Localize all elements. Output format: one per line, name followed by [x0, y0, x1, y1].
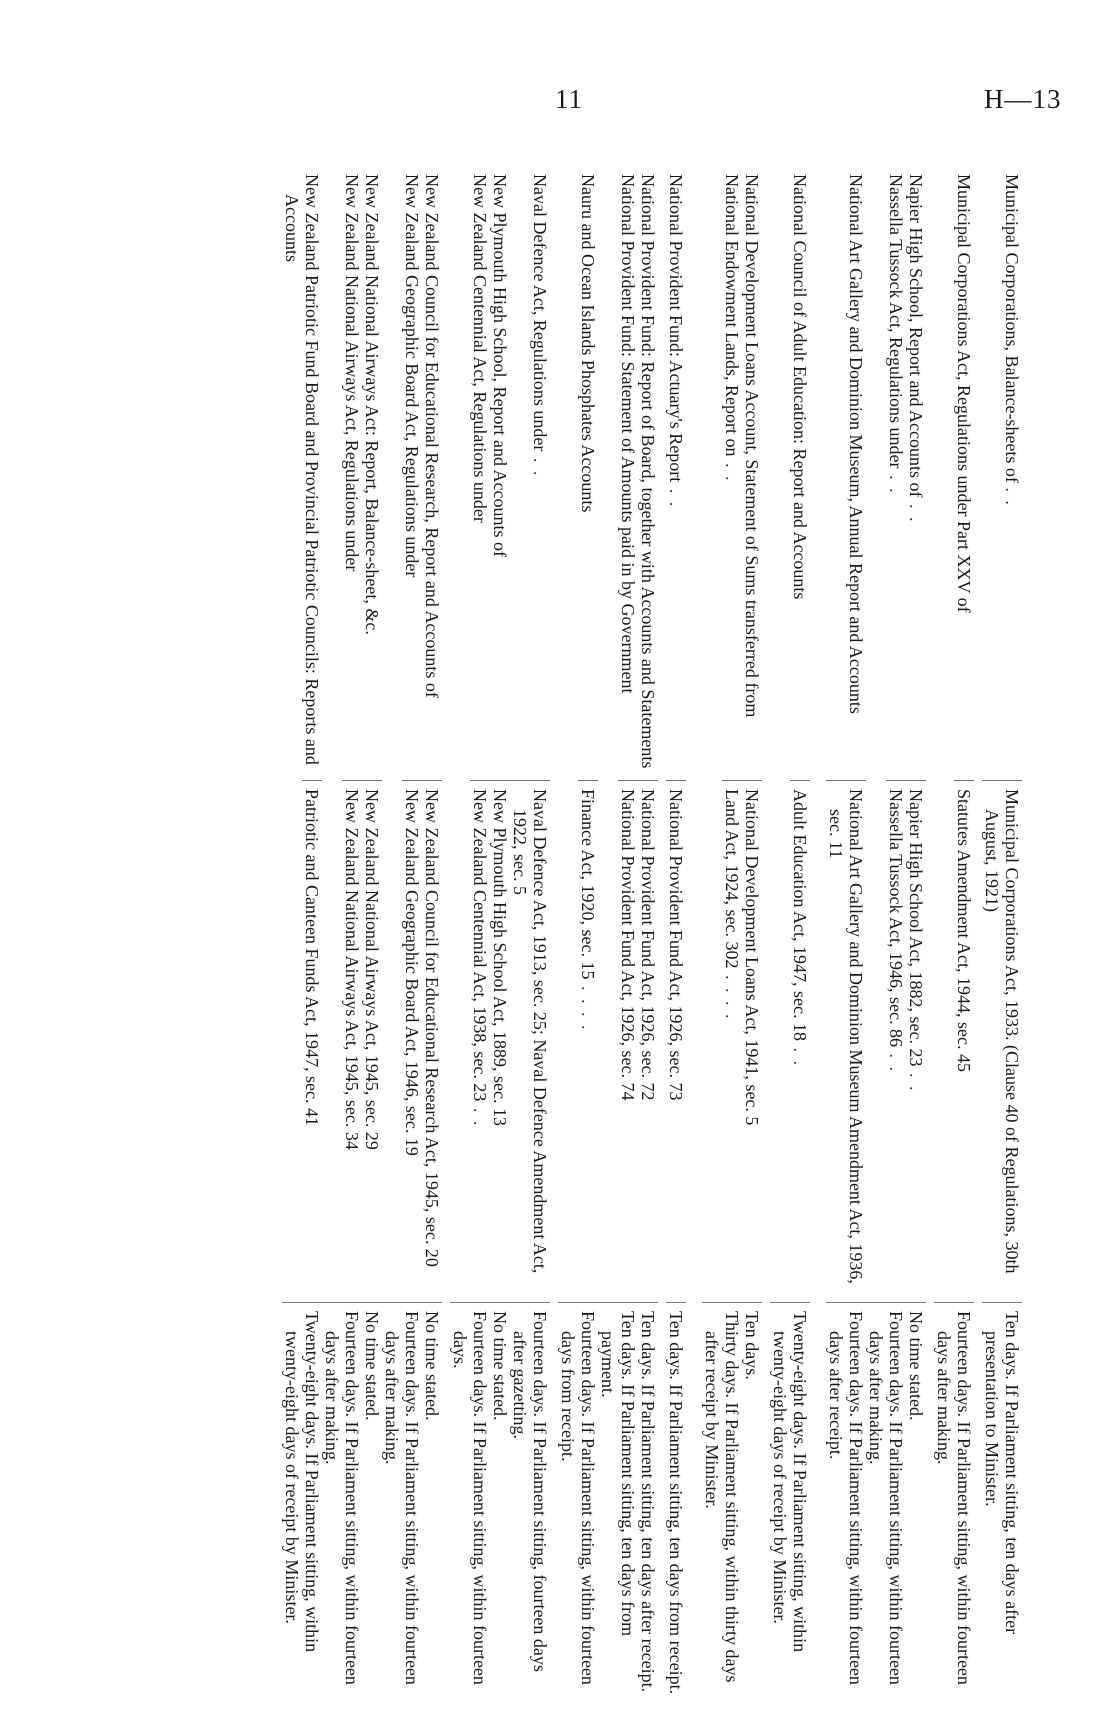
table-row [490, 168, 510, 1708]
table-row [982, 168, 1022, 1708]
act-cell: New Zealand National Airways Act, 1945, sec. 34 [342, 780, 362, 1302]
time-cell: No time stated. [422, 1302, 442, 1708]
subject-cell: National Provident Fund: Actuary's Report . . [666, 174, 686, 509]
subject-cell: New Zealand National Airways Act, Regulations under [342, 174, 362, 572]
act-cell: Patriotic and Canteen Funds Act, 1947, sec. 41 [302, 780, 322, 1302]
subject-cell: National Provident Fund: Statement of Amounts paid in by Government [618, 174, 638, 694]
subject-cell: National Council of Adult Education: Report and Accounts [790, 174, 810, 600]
act-cell: New Zealand Centennial Act, 1938, sec. 23 . . [470, 780, 490, 1302]
act-cell: Adult Education Act, 1947, sec. 18 . . [790, 780, 810, 1302]
table-row [422, 168, 442, 1708]
act-cell: Finance Act, 1920, sec. 15 . . . . [578, 780, 598, 1302]
time-cell: Fourteen days. If Parliament sitting, within fourteen days after making. [934, 1302, 974, 1708]
act-cell: Napier High School Act, 1882, sec. 23 . . [906, 780, 926, 1302]
table-row [510, 168, 550, 1708]
time-cell: Fourteen days. If Parliament sitting, fourteen days after gazetting. [510, 1302, 550, 1708]
time-cell: Fourteen days. If Parliament sitting, within fourteen days from receipt. [558, 1302, 598, 1708]
time-cell: Ten days. If Parliament sitting, ten days from payment. [598, 1302, 638, 1708]
time-cell: No time stated. [906, 1302, 926, 1708]
subject-cell: National Endowment Lands, Report on . . [722, 174, 742, 483]
act-cell: National Provident Fund Act, 1926, sec. 72 [638, 780, 658, 1302]
table-row [742, 168, 762, 1708]
time-cell: Ten days. If Parliament sitting, ten days from receipt. [666, 1302, 686, 1708]
subject-cell: National Provident Fund: Report of Board, together with Accounts and Statements [638, 174, 658, 769]
act-cell: National Development Loans Act, 1941, sec. 5 [742, 780, 762, 1302]
act-cell: Naval Defence Act, 1913, sec. 25; Naval Defence Amendment Act, 1922, sec. 5 [510, 780, 550, 1302]
time-cell: Fourteen days. If Parliament sitting, within fourteen days after making. [382, 1302, 422, 1708]
table-row [382, 168, 422, 1708]
table-row [558, 168, 598, 1708]
subject-cell: National Art Gallery and Dominion Museum, Annual Report and Accounts [846, 174, 866, 714]
time-cell: Fourteen days. If Parliament sitting, within fourteen days after making. [866, 1302, 906, 1708]
table-row [282, 168, 322, 1708]
subject-cell: Nauru and Ocean Islands Phosphates Accounts [578, 174, 598, 513]
table-row [906, 168, 926, 1708]
rotated-table [142, 168, 1022, 1708]
act-cell: National Provident Fund Act, 1926, sec. 73 [666, 780, 686, 1302]
table-row [450, 168, 490, 1708]
subject-cell: New Zealand Geographic Board Act, Regulations under [402, 174, 422, 578]
subject-cell: Municipal Corporations Act, Regulations under Part XXV of [954, 174, 974, 613]
table-row [362, 168, 382, 1708]
table-row [934, 168, 974, 1708]
table-row [638, 168, 658, 1708]
time-cell: Fourteen days. If Parliament sitting, within fourteen days after receipt. [826, 1302, 866, 1708]
table-row [322, 168, 362, 1708]
table-row [598, 168, 638, 1708]
act-cell: New Plymouth High School Act, 1889, sec. 13 [490, 780, 510, 1302]
time-cell: Fourteen days. If Parliament sitting, within fourteen days. [450, 1302, 490, 1708]
act-cell: Municipal Corporations Act, 1933. (Clause 40 of Regulations, 30th August, 1921) [982, 780, 1022, 1302]
act-cell: National Art Gallery and Dominion Museum Amendment Act, 1936, sec. 11 [826, 780, 866, 1302]
table-row [702, 168, 742, 1708]
subject-cell: Naval Defence Act, Regulations under . . [530, 174, 550, 478]
subject-cell: New Zealand Centennial Act, Regulations under [470, 174, 490, 523]
time-cell: Ten days. [742, 1302, 762, 1708]
table-row [866, 168, 906, 1708]
time-cell: No time stated. [490, 1302, 510, 1708]
act-cell: New Zealand Council for Educational Research Act, 1945, sec. 20 [422, 780, 442, 1302]
time-cell: Twenty-eight days. If Parliament sitting, within twenty-eight days of receipt by Minister. [770, 1302, 810, 1708]
subject-cell: New Zealand National Airways Act: Report, Balance-sheet, &c. [362, 174, 382, 635]
time-cell: Twenty-eight days. If Parliament sitting, within twenty-eight days of receipt by Minister. [282, 1302, 322, 1708]
subject-cell: New Zealand Council for Educational Research, Report and Accounts of [422, 174, 442, 698]
table-row [826, 168, 866, 1708]
document-code: H—13 [984, 84, 1062, 114]
act-cell: New Zealand Geographic Board Act, 1946, sec. 19 [402, 780, 422, 1302]
act-cell: New Zealand National Airways Act, 1945, sec. 29 [362, 780, 382, 1302]
subject-cell: New Plymouth High School, Report and Accounts of [490, 174, 510, 557]
act-cell: Nassella Tussock Act, 1946, sec. 86 . . [886, 780, 906, 1302]
time-cell: Ten days. If Parliament sitting, ten days after presentation to Minister. [982, 1302, 1022, 1708]
table-row [666, 168, 686, 1708]
time-cell: No time stated. [362, 1302, 382, 1708]
act-cell: National Provident Fund Act, 1926, sec. 74 [618, 780, 638, 1302]
act-cell: Land Act, 1924, sec. 302 . . . . [722, 780, 742, 1302]
subject-cell: New Zealand Patriotic Fund Board and Provincial Patriotic Councils: Reports and Accounts [282, 174, 322, 765]
subject-cell: National Development Loans Account, Statement of Sums transferred from [742, 174, 762, 718]
subject-cell: Napier High School, Report and Accounts of . . [906, 174, 926, 524]
time-cell: Fourteen days. If Parliament sitting, within fourteen days after making. [322, 1302, 362, 1708]
subject-cell: Municipal Corporations, Balance-sheets of . . [1002, 174, 1022, 507]
page-number: 11 [555, 84, 583, 114]
subject-cell: Nassella Tussock Act, Regulations under . . [886, 174, 906, 495]
page-header [0, 84, 1114, 124]
act-cell: Statutes Amendment Act, 1944, sec. 45 [954, 780, 974, 1302]
time-cell: Ten days. If Parliament sitting, ten days after receipt. [638, 1302, 658, 1708]
table-row [770, 168, 810, 1708]
time-cell: Thirty days. If Parliament sitting, within thirty days after receipt by Minister. [702, 1302, 742, 1708]
